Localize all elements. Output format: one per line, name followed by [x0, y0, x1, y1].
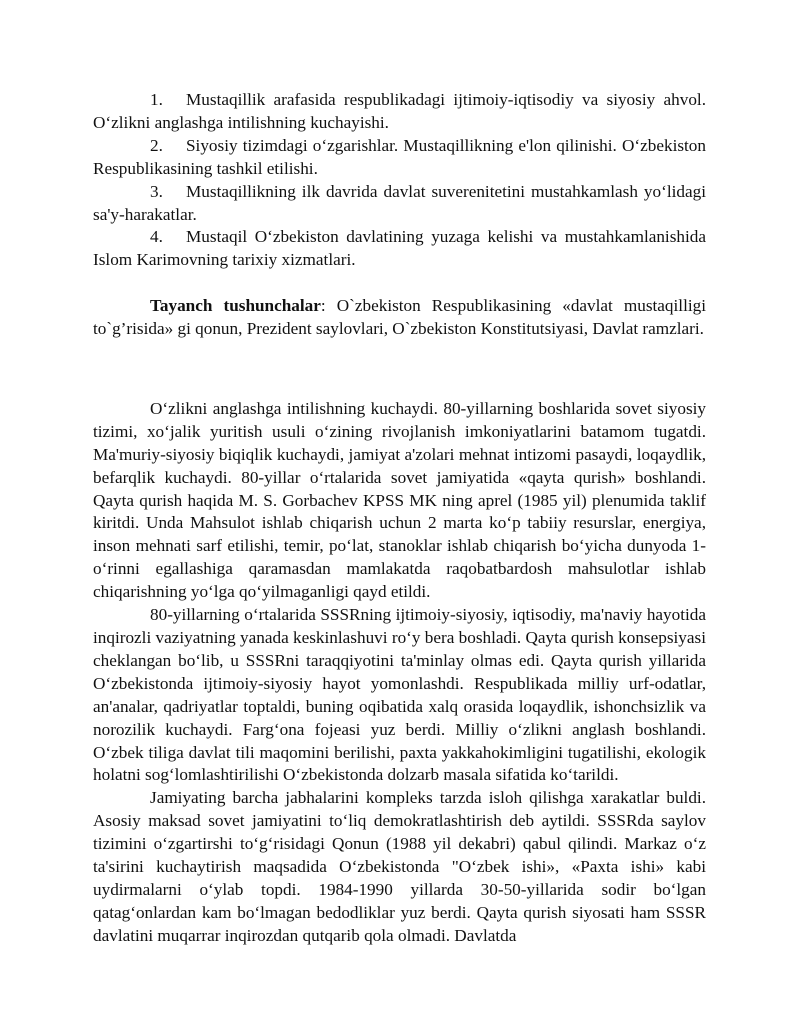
- toc-number: 4.: [150, 227, 163, 247]
- toc-text: Mustaqillikning ilk davrida davlat suverenitetini mustahkamlash yo‘lidagi sa'y-harakatlar.: [93, 181, 706, 224]
- toc-number: 3.: [150, 181, 163, 201]
- document-page: [93, 89, 706, 948]
- toc-item-2: [93, 135, 706, 181]
- keywords-label: Tayanch tushunchalar: [150, 296, 321, 316]
- toc-number: 2.: [150, 135, 163, 155]
- body-paragraph-3: Jamiyating barcha jabhalarini kompleks tarzda isloh qilishga xarakatlar buldi. Asosiy maksad sovet jamiyatini to‘liq demokratlashtirish deb aytildi. SSSRda saylov tizimini o‘zgartirshi to‘g‘risidagi Qonun (1988 yil dekabri) qabul qilindi. Markaz o‘z ta'sirini kuchaytirish maqsadida O‘zbekistonda "O‘zbek ishi», «Paxta ishi» kabi uydirmalarni o‘ylab topdi. 1984-1990 yillarda 30-50-yillarida sodir bo‘lgan qatag‘onlardan kam bo‘lmagan bedodliklar yuz berdi. Qayta qurish siyosati ham SSSR davlatini muqarrar inqirozdan qutqarib qola olmadi. Davlatda: [93, 788, 706, 945]
- keywords-paragraph: [93, 295, 706, 341]
- toc-text: Siyosiy tizimdagi o‘zgarishlar. Mustaqillikning e'lon qilinishi. O‘zbekiston Respublikasining tashkil etilishi.: [93, 135, 706, 178]
- toc-number: 1.: [150, 90, 163, 109]
- body-paragraph-2: 80-yillarning o‘rtalarida SSSRning ijtimoiy-siyosiy, iqtisodiy, ma'naviy hayotida inqirozli vaziyatning yanada keskinlashuvi ro‘y bera boshladi. Qayta qurish konsepsiyasi cheklangan bo‘lib, u SSSRni taraqqiyotini ta'minlay olmas edi. Qayta qurish yillarida O‘zbekistonda ijtimoiy-siyosiy hayot yomonlashdi. Respublikada milliy urf-odatlar, an'analar, qadriyatlar toptaldi, buning oqibatida xalq orasida loqaydlik, ishonchsizlik va norozilik kuchaydi. Farg‘ona fojeasi yuz berdi. Milliy o‘zlikni anglash boshlandi. O‘zbek tiliga davlat tili maqomini berilishi, paxta yakkahokimligini tugatilishi, ekologik holatni sog‘lomlashtirilishi O‘zbekistonda dolzarb masala sifatida ko‘tarildi.: [93, 605, 706, 785]
- keywords-text: : O`zbekiston Respublikasining «davlat mustaqilligi to`g’risida» gi qonun, Prezident saylovlari, O`zbekiston Konstitutsiyasi, Davlat ramzlari.: [93, 296, 706, 339]
- toc-text: Mustaqillik arafasida respublikadagi ijtimoiy-iqtisodiy va siyosiy ahvol. O‘zlikni anglashga intilishning kuchayishi.: [93, 90, 706, 132]
- toc-text: Mustaqil O‘zbekiston davlatining yuzaga kelishi va mustahkamlanishida Islom Karimovning tarixiy xizmatlari.: [93, 227, 706, 270]
- toc-item-4: [93, 226, 706, 272]
- toc-item-1: [93, 89, 706, 135]
- toc-item-3: [93, 181, 706, 227]
- body-paragraph-1: O‘zlikni anglashga intilishning kuchaydi. 80-yillarning boshlarida sovet siyosiy tizimi, xo‘jalik yuritish usuli o‘zining rivojlanish imkoniyatlarini batamom tugatdi. Ma'muriy-siyosiy biqiqlik kuchaydi, jamiyat a'zolari mehnat intizomi pasaydi, loqaydlik, befarqlik kuchaydi. 80-yillar o‘rtalarida sovet jamiyatida «qayta qurish» boshlandi. Qayta qurish haqida M. S. Gorbachev KPSS MK ning aprel (1985 yil) plenumida taklif kiritdi. Unda Mahsulot ishlab chiqarish uchun 2 marta ko‘p tabiiy resurslar, energiya, inson mehnati sarf etilishi, temir, po‘lat, stanoklar ishlab chiqarish bo‘yicha dunyoda 1-o‘rinni egallashiga qaramasdan mamlakatda raqobatbardosh mahsulotlar ishlab chiqarishning yo‘lga qo‘yilmaganligi qayd etildi.: [93, 398, 706, 602]
